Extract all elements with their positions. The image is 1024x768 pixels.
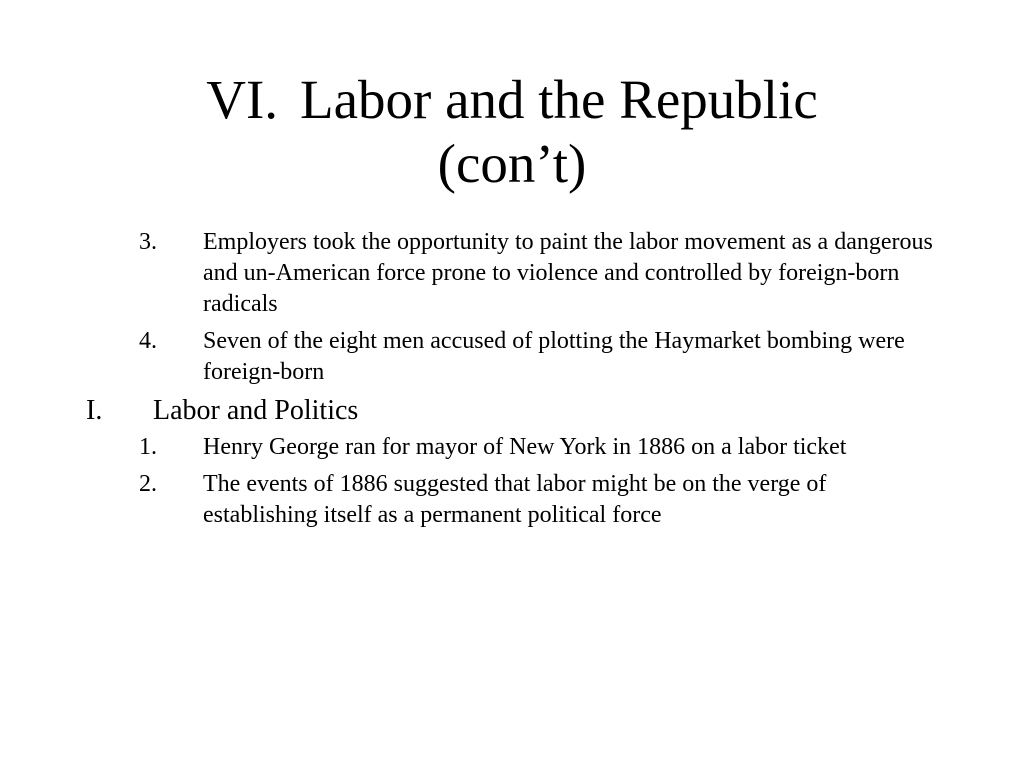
item-text: The events of 1886 suggested that labor might be on the verge of establishing itself as a permanent political force xyxy=(203,471,827,528)
item-marker: 1. xyxy=(139,434,157,460)
item-marker: 4. xyxy=(139,328,157,354)
slide-title xyxy=(0,68,1024,196)
outline-item-4 xyxy=(0,326,933,388)
outline-item-2 xyxy=(0,469,933,531)
item-marker: 3. xyxy=(139,229,157,255)
title-line-1 xyxy=(0,68,1024,132)
item-text: Henry George ran for mayor of New York in 1886 on a labor ticket xyxy=(203,434,847,460)
outline-heading-labor-and-politics xyxy=(0,394,933,428)
heading-marker: I. xyxy=(86,395,103,426)
heading-text: Labor and Politics xyxy=(153,395,359,426)
item-text: Employers took the opportunity to paint the labor movement as a dangerous and un-American force prone to violence and controlled by foreign-born radicals xyxy=(203,229,933,317)
outline-item-3 xyxy=(0,227,933,320)
item-marker: 2. xyxy=(139,471,157,497)
title-line-2: (con’t) xyxy=(437,133,587,194)
item-text: Seven of the eight men accused of plotting the Haymarket bombing were foreign-born xyxy=(203,328,905,385)
outline-item-1 xyxy=(0,432,933,463)
title-number: VI. xyxy=(206,69,279,130)
outline-list xyxy=(0,227,1024,537)
title-text: Labor and the Republic xyxy=(300,69,818,130)
